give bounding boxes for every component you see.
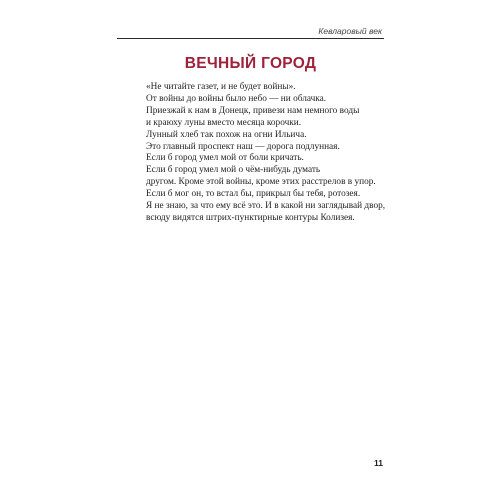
poem-line: Если б мог он, то встал бы, прикрыл бы тебя, ротозея. xyxy=(146,189,361,200)
poem-line: всюду видятся штрих-пунктирные контуры Колизея. xyxy=(146,212,355,223)
poem-line: Это главный проспект наш — дорога подлунная. xyxy=(146,141,340,152)
running-head: Кевларовый век xyxy=(318,26,382,36)
page-number: 11 xyxy=(374,458,383,468)
header-rule xyxy=(117,38,384,39)
poem-body xyxy=(146,82,386,225)
poem-line: Если б город умел мой от боли кричать. xyxy=(146,153,304,164)
poem-line: Лунный хлеб так похож на огни Ильича. xyxy=(146,129,307,140)
poem-line: Приезжай к нам в Донецк, привези нам немного воды xyxy=(146,105,360,116)
poem-line: другом. Кроме этой войны, кроме этих расстрелов в упор. xyxy=(146,177,376,188)
poem-line: и краюху луны вместо месяца корочки. xyxy=(146,117,302,128)
poem-line: От войны до войны было небо — ни облачка. xyxy=(146,93,327,104)
poem-line: «Не читайте газет, и не будет войны». xyxy=(146,82,296,92)
poem-line: Я не знаю, за что ему всё это. И в какой ни заглядывай двор, xyxy=(146,201,386,212)
poem-title: ВЕЧНЫЙ ГОРОД xyxy=(184,55,317,72)
poem-line: Если б город умел мой о чём-нибудь думать xyxy=(146,165,321,176)
